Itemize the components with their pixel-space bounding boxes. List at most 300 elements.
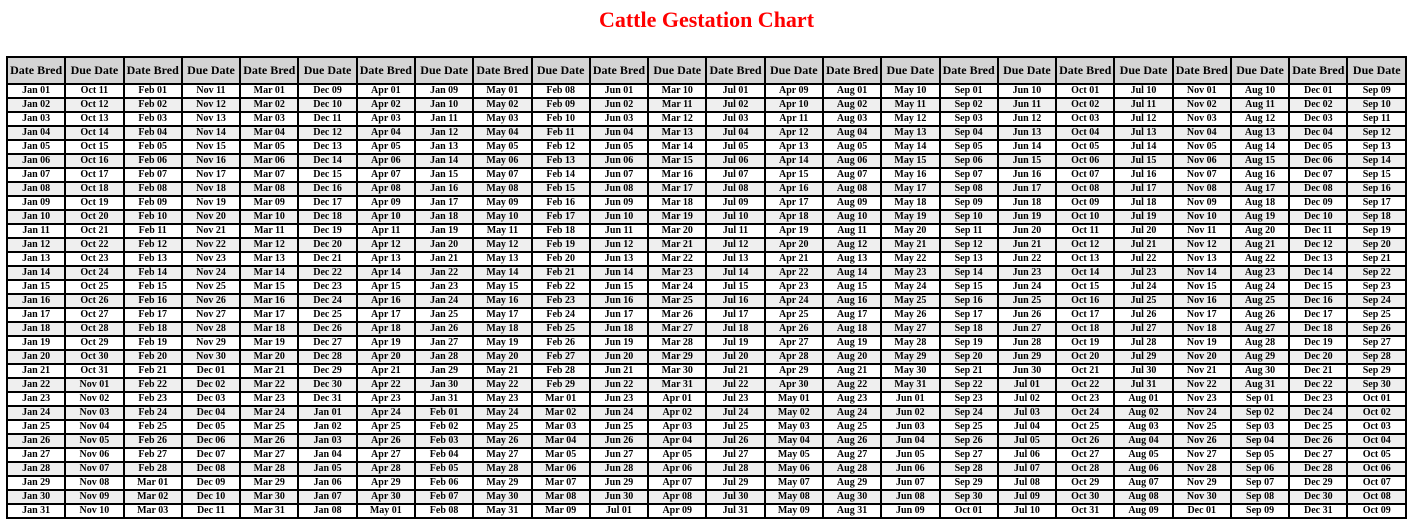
table-row xyxy=(7,98,1406,112)
table-row xyxy=(7,252,1406,266)
date-bred-cell: Aug 24 xyxy=(823,406,881,420)
date-bred-cell: May 12 xyxy=(473,238,531,252)
due-date-cell: Jun 23 xyxy=(998,266,1056,280)
due-date-cell: Feb 15 xyxy=(532,182,590,196)
date-bred-cell: Apr 10 xyxy=(357,210,415,224)
date-bred-cell: Sep 29 xyxy=(940,476,998,490)
date-bred-cell: Aug 26 xyxy=(823,434,881,448)
due-date-cell: Apr 07 xyxy=(648,476,706,490)
date-bred-cell: Mar 08 xyxy=(240,182,298,196)
due-date-cell: Apr 12 xyxy=(765,126,823,140)
date-bred-cell: Oct 25 xyxy=(1056,420,1114,434)
due-date-cell: Mar 23 xyxy=(648,266,706,280)
due-date-cell: Jun 24 xyxy=(998,280,1056,294)
due-date-cell: Jan 23 xyxy=(415,280,473,294)
due-date-cell: Dec 04 xyxy=(182,406,240,420)
date-bred-cell: Aug 30 xyxy=(823,490,881,504)
date-bred-cell: Dec 24 xyxy=(1289,406,1347,420)
due-date-cell: Sep 17 xyxy=(1347,196,1406,210)
table-row xyxy=(7,294,1406,308)
table-header xyxy=(7,57,1406,84)
date-bred-cell: Mar 02 xyxy=(124,490,182,504)
due-date-cell: Apr 06 xyxy=(648,462,706,476)
date-bred-cell: May 01 xyxy=(473,84,531,98)
date-bred-cell: Sep 08 xyxy=(940,182,998,196)
date-bred-cell: Feb 11 xyxy=(124,224,182,238)
date-bred-cell: Aug 05 xyxy=(823,140,881,154)
date-bred-cell: May 08 xyxy=(473,182,531,196)
date-bred-cell: Oct 18 xyxy=(1056,322,1114,336)
date-bred-cell: Oct 31 xyxy=(1056,504,1114,518)
date-bred-cell: Dec 19 xyxy=(1289,336,1347,350)
due-date-cell: Jun 19 xyxy=(998,210,1056,224)
due-date-cell: Nov 25 xyxy=(182,280,240,294)
date-bred-cell: Aug 09 xyxy=(823,196,881,210)
table-row xyxy=(7,266,1406,280)
date-bred-cell: Mar 31 xyxy=(240,504,298,518)
date-bred-cell: Jun 12 xyxy=(590,238,648,252)
date-bred-cell: Dec 02 xyxy=(1289,98,1347,112)
due-date-cell: Jan 15 xyxy=(415,168,473,182)
date-bred-cell: Aug 04 xyxy=(823,126,881,140)
header-date-bred: Date Bred xyxy=(940,57,998,84)
due-date-cell: Jul 02 xyxy=(998,392,1056,406)
due-date-cell: Feb 22 xyxy=(532,280,590,294)
date-bred-cell: Jun 29 xyxy=(590,476,648,490)
due-date-cell: Mar 05 xyxy=(532,448,590,462)
due-date-cell: Aug 25 xyxy=(1231,294,1289,308)
date-bred-cell: Feb 17 xyxy=(124,308,182,322)
date-bred-cell: Apr 04 xyxy=(357,126,415,140)
due-date-cell: Dec 02 xyxy=(182,378,240,392)
header-row xyxy=(7,57,1406,84)
due-date-cell: Jun 28 xyxy=(998,336,1056,350)
due-date-cell: Oct 14 xyxy=(65,126,123,140)
table-row xyxy=(7,476,1406,490)
due-date-cell: May 30 xyxy=(881,364,939,378)
due-date-cell: Feb 08 xyxy=(415,504,473,518)
due-date-cell: Feb 07 xyxy=(415,490,473,504)
date-bred-cell: Aug 14 xyxy=(823,266,881,280)
due-date-cell: Dec 08 xyxy=(182,462,240,476)
due-date-cell: Nov 14 xyxy=(182,126,240,140)
date-bred-cell: Dec 14 xyxy=(1289,266,1347,280)
due-date-cell: Jul 18 xyxy=(1114,196,1172,210)
date-bred-cell: Jul 08 xyxy=(706,182,764,196)
due-date-cell: Oct 06 xyxy=(1347,462,1406,476)
date-bred-cell: Apr 07 xyxy=(357,168,415,182)
due-date-cell: Jul 30 xyxy=(1114,364,1172,378)
due-date-cell: Jan 20 xyxy=(415,238,473,252)
date-bred-cell: Aug 31 xyxy=(823,504,881,518)
date-bred-cell: Dec 03 xyxy=(1289,112,1347,126)
due-date-cell: Feb 08 xyxy=(532,84,590,98)
due-date-cell: Jan 05 xyxy=(298,462,356,476)
due-date-cell: Feb 26 xyxy=(532,336,590,350)
due-date-cell: Apr 26 xyxy=(765,322,823,336)
due-date-cell: Mar 20 xyxy=(648,224,706,238)
due-date-cell: Aug 26 xyxy=(1231,308,1289,322)
due-date-cell: Dec 11 xyxy=(182,504,240,518)
due-date-cell: Jun 07 xyxy=(881,476,939,490)
date-bred-cell: May 13 xyxy=(473,252,531,266)
due-date-cell: Sep 22 xyxy=(1347,266,1406,280)
due-date-cell: Jan 06 xyxy=(298,476,356,490)
date-bred-cell: Aug 25 xyxy=(823,420,881,434)
due-date-cell: Jul 13 xyxy=(1114,126,1172,140)
due-date-cell: Apr 20 xyxy=(765,238,823,252)
date-bred-cell: Jul 16 xyxy=(706,294,764,308)
date-bred-cell: Apr 16 xyxy=(357,294,415,308)
due-date-cell: Aug 04 xyxy=(1114,434,1172,448)
due-date-cell: Mar 26 xyxy=(648,308,706,322)
date-bred-cell: Jul 25 xyxy=(706,420,764,434)
due-date-cell: Aug 09 xyxy=(1114,504,1172,518)
date-bred-cell: Mar 12 xyxy=(240,238,298,252)
due-date-cell: Oct 28 xyxy=(65,322,123,336)
date-bred-cell: Nov 14 xyxy=(1173,266,1231,280)
date-bred-cell: Mar 07 xyxy=(240,168,298,182)
date-bred-cell: Jul 01 xyxy=(590,504,648,518)
date-bred-cell: Jan 21 xyxy=(7,364,65,378)
due-date-cell: Jan 25 xyxy=(415,308,473,322)
due-date-cell: Mar 18 xyxy=(648,196,706,210)
date-bred-cell: Feb 16 xyxy=(124,294,182,308)
date-bred-cell: Dec 01 xyxy=(1173,504,1231,518)
due-date-cell: Aug 15 xyxy=(1231,154,1289,168)
due-date-cell: Apr 05 xyxy=(648,448,706,462)
due-date-cell: Nov 22 xyxy=(182,238,240,252)
date-bred-cell: Dec 15 xyxy=(1289,280,1347,294)
due-date-cell: Jun 01 xyxy=(881,392,939,406)
due-date-cell: Jul 11 xyxy=(1114,98,1172,112)
date-bred-cell: Sep 05 xyxy=(940,140,998,154)
date-bred-cell: Mar 26 xyxy=(240,434,298,448)
due-date-cell: May 04 xyxy=(765,434,823,448)
due-date-cell: Nov 05 xyxy=(65,434,123,448)
due-date-cell: Aug 01 xyxy=(1114,392,1172,406)
date-bred-cell: Nov 10 xyxy=(1173,210,1231,224)
due-date-cell: Apr 04 xyxy=(648,434,706,448)
due-date-cell: Dec 23 xyxy=(298,280,356,294)
date-bred-cell: Jan 27 xyxy=(7,448,65,462)
due-date-cell: Apr 25 xyxy=(765,308,823,322)
due-date-cell: May 14 xyxy=(881,140,939,154)
due-date-cell: Sep 09 xyxy=(1347,84,1406,98)
due-date-cell: Aug 05 xyxy=(1114,448,1172,462)
due-date-cell: Aug 07 xyxy=(1114,476,1172,490)
due-date-cell: May 22 xyxy=(881,252,939,266)
date-bred-cell: May 14 xyxy=(473,266,531,280)
table-row xyxy=(7,210,1406,224)
date-bred-cell: Mar 01 xyxy=(124,476,182,490)
due-date-cell: Aug 17 xyxy=(1231,182,1289,196)
date-bred-cell: May 17 xyxy=(473,308,531,322)
date-bred-cell: Feb 12 xyxy=(124,238,182,252)
due-date-cell: Oct 21 xyxy=(65,224,123,238)
due-date-cell: Feb 16 xyxy=(532,196,590,210)
date-bred-cell: Aug 18 xyxy=(823,322,881,336)
due-date-cell: Nov 19 xyxy=(182,196,240,210)
due-date-cell: Feb 29 xyxy=(532,378,590,392)
table-row xyxy=(7,448,1406,462)
date-bred-cell: Apr 01 xyxy=(357,84,415,98)
date-bred-cell: Mar 30 xyxy=(240,490,298,504)
date-bred-cell: Mar 16 xyxy=(240,294,298,308)
date-bred-cell: Mar 05 xyxy=(240,140,298,154)
due-date-cell: Sep 01 xyxy=(1231,392,1289,406)
date-bred-cell: May 06 xyxy=(473,154,531,168)
due-date-cell: Apr 13 xyxy=(765,140,823,154)
table-row xyxy=(7,196,1406,210)
due-date-cell: Jul 07 xyxy=(998,462,1056,476)
date-bred-cell: Oct 01 xyxy=(1056,84,1114,98)
due-date-cell: Jul 24 xyxy=(1114,280,1172,294)
date-bred-cell: Dec 29 xyxy=(1289,476,1347,490)
date-bred-cell: Jul 03 xyxy=(706,112,764,126)
date-bred-cell: Oct 15 xyxy=(1056,280,1114,294)
due-date-cell: Oct 27 xyxy=(65,308,123,322)
header-date-bred: Date Bred xyxy=(590,57,648,84)
due-date-cell: Jan 26 xyxy=(415,322,473,336)
due-date-cell: Oct 04 xyxy=(1347,434,1406,448)
due-date-cell: Feb 23 xyxy=(532,294,590,308)
date-bred-cell: Jun 23 xyxy=(590,392,648,406)
date-bred-cell: Nov 21 xyxy=(1173,364,1231,378)
date-bred-cell: Oct 29 xyxy=(1056,476,1114,490)
date-bred-cell: Jan 01 xyxy=(7,84,65,98)
due-date-cell: Feb 03 xyxy=(415,434,473,448)
date-bred-cell: Jul 20 xyxy=(706,350,764,364)
due-date-cell: Mar 29 xyxy=(648,350,706,364)
date-bred-cell: Apr 17 xyxy=(357,308,415,322)
table-row xyxy=(7,336,1406,350)
table-row xyxy=(7,182,1406,196)
date-bred-cell: Apr 20 xyxy=(357,350,415,364)
date-bred-cell: Apr 08 xyxy=(357,182,415,196)
due-date-cell: Oct 22 xyxy=(65,238,123,252)
date-bred-cell: Sep 11 xyxy=(940,224,998,238)
date-bred-cell: May 01 xyxy=(357,504,415,518)
due-date-cell: May 28 xyxy=(881,336,939,350)
due-date-cell: Jul 16 xyxy=(1114,168,1172,182)
due-date-cell: Nov 15 xyxy=(182,140,240,154)
date-bred-cell: Dec 28 xyxy=(1289,462,1347,476)
due-date-cell: Jul 08 xyxy=(998,476,1056,490)
due-date-cell: Nov 08 xyxy=(65,476,123,490)
date-bred-cell: Apr 22 xyxy=(357,378,415,392)
date-bred-cell: Feb 14 xyxy=(124,266,182,280)
due-date-cell: Jan 03 xyxy=(298,434,356,448)
date-bred-cell: Mar 09 xyxy=(240,196,298,210)
date-bred-cell: Oct 20 xyxy=(1056,350,1114,364)
table-row xyxy=(7,350,1406,364)
due-date-cell: Nov 09 xyxy=(65,490,123,504)
date-bred-cell: Apr 23 xyxy=(357,392,415,406)
date-bred-cell: Jun 26 xyxy=(590,434,648,448)
due-date-cell: Jan 29 xyxy=(415,364,473,378)
due-date-cell: Dec 30 xyxy=(298,378,356,392)
due-date-cell: Apr 24 xyxy=(765,294,823,308)
date-bred-cell: May 03 xyxy=(473,112,531,126)
due-date-cell: May 12 xyxy=(881,112,939,126)
date-bred-cell: Oct 05 xyxy=(1056,140,1114,154)
date-bred-cell: Apr 12 xyxy=(357,238,415,252)
date-bred-cell: May 26 xyxy=(473,434,531,448)
date-bred-cell: Feb 08 xyxy=(124,182,182,196)
due-date-cell: May 06 xyxy=(765,462,823,476)
date-bred-cell: May 28 xyxy=(473,462,531,476)
due-date-cell: Sep 08 xyxy=(1231,490,1289,504)
header-date-bred: Date Bred xyxy=(706,57,764,84)
date-bred-cell: Jul 11 xyxy=(706,224,764,238)
date-bred-cell: Sep 04 xyxy=(940,126,998,140)
date-bred-cell: Dec 12 xyxy=(1289,238,1347,252)
date-bred-cell: Sep 07 xyxy=(940,168,998,182)
due-date-cell: Jan 04 xyxy=(298,448,356,462)
date-bred-cell: Aug 21 xyxy=(823,364,881,378)
date-bred-cell: Sep 02 xyxy=(940,98,998,112)
date-bred-cell: Jan 20 xyxy=(7,350,65,364)
due-date-cell: Dec 14 xyxy=(298,154,356,168)
date-bred-cell: Nov 19 xyxy=(1173,336,1231,350)
date-bred-cell: Jan 03 xyxy=(7,112,65,126)
due-date-cell: Jan 27 xyxy=(415,336,473,350)
date-bred-cell: Sep 17 xyxy=(940,308,998,322)
date-bred-cell: Dec 09 xyxy=(1289,196,1347,210)
due-date-cell: Mar 14 xyxy=(648,140,706,154)
date-bred-cell: Jun 14 xyxy=(590,266,648,280)
due-date-cell: Nov 07 xyxy=(65,462,123,476)
due-date-cell: Dec 24 xyxy=(298,294,356,308)
date-bred-cell: Sep 06 xyxy=(940,154,998,168)
due-date-cell: Nov 03 xyxy=(65,406,123,420)
header-due-date: Due Date xyxy=(182,57,240,84)
date-bred-cell: Nov 18 xyxy=(1173,322,1231,336)
due-date-cell: Jun 18 xyxy=(998,196,1056,210)
date-bred-cell: Apr 27 xyxy=(357,448,415,462)
date-bred-cell: Nov 02 xyxy=(1173,98,1231,112)
date-bred-cell: Dec 20 xyxy=(1289,350,1347,364)
due-date-cell: May 11 xyxy=(881,98,939,112)
date-bred-cell: Dec 25 xyxy=(1289,420,1347,434)
due-date-cell: Nov 01 xyxy=(65,378,123,392)
due-date-cell: Oct 25 xyxy=(65,280,123,294)
date-bred-cell: May 02 xyxy=(473,98,531,112)
date-bred-cell: Jan 10 xyxy=(7,210,65,224)
due-date-cell: Jan 22 xyxy=(415,266,473,280)
due-date-cell: Jul 31 xyxy=(1114,378,1172,392)
date-bred-cell: Nov 15 xyxy=(1173,280,1231,294)
due-date-cell: Nov 27 xyxy=(182,308,240,322)
due-date-cell: Feb 11 xyxy=(532,126,590,140)
due-date-cell: May 02 xyxy=(765,406,823,420)
header-due-date: Due Date xyxy=(1114,57,1172,84)
date-bred-cell: Jan 31 xyxy=(7,504,65,518)
due-date-cell: Sep 07 xyxy=(1231,476,1289,490)
date-bred-cell: Dec 21 xyxy=(1289,364,1347,378)
due-date-cell: May 09 xyxy=(765,504,823,518)
date-bred-cell: Dec 22 xyxy=(1289,378,1347,392)
due-date-cell: Aug 02 xyxy=(1114,406,1172,420)
date-bred-cell: Oct 28 xyxy=(1056,462,1114,476)
due-date-cell: May 16 xyxy=(881,168,939,182)
due-date-cell: Jul 03 xyxy=(998,406,1056,420)
due-date-cell: Mar 15 xyxy=(648,154,706,168)
due-date-cell: Oct 07 xyxy=(1347,476,1406,490)
due-date-cell: Sep 24 xyxy=(1347,294,1406,308)
due-date-cell: Aug 08 xyxy=(1114,490,1172,504)
due-date-cell: May 13 xyxy=(881,126,939,140)
due-date-cell: Sep 23 xyxy=(1347,280,1406,294)
due-date-cell: Nov 18 xyxy=(182,182,240,196)
date-bred-cell: Oct 03 xyxy=(1056,112,1114,126)
date-bred-cell: Feb 18 xyxy=(124,322,182,336)
date-bred-cell: May 09 xyxy=(473,196,531,210)
due-date-cell: Aug 06 xyxy=(1114,462,1172,476)
due-date-cell: Aug 23 xyxy=(1231,266,1289,280)
due-date-cell: May 26 xyxy=(881,308,939,322)
due-date-cell: Aug 24 xyxy=(1231,280,1289,294)
due-date-cell: Dec 17 xyxy=(298,196,356,210)
date-bred-cell: Mar 14 xyxy=(240,266,298,280)
due-date-cell: Sep 27 xyxy=(1347,336,1406,350)
date-bred-cell: Aug 03 xyxy=(823,112,881,126)
date-bred-cell: Jan 19 xyxy=(7,336,65,350)
date-bred-cell: Oct 14 xyxy=(1056,266,1114,280)
due-date-cell: Dec 22 xyxy=(298,266,356,280)
date-bred-cell: Sep 25 xyxy=(940,420,998,434)
date-bred-cell: Jul 30 xyxy=(706,490,764,504)
due-date-cell: Jun 08 xyxy=(881,490,939,504)
due-date-cell: Apr 23 xyxy=(765,280,823,294)
due-date-cell: Dec 06 xyxy=(182,434,240,448)
date-bred-cell: Oct 06 xyxy=(1056,154,1114,168)
due-date-cell: Apr 09 xyxy=(648,504,706,518)
due-date-cell: Jul 10 xyxy=(1114,84,1172,98)
due-date-cell: Jan 19 xyxy=(415,224,473,238)
date-bred-cell: Feb 15 xyxy=(124,280,182,294)
date-bred-cell: Sep 14 xyxy=(940,266,998,280)
due-date-cell: Nov 11 xyxy=(182,84,240,98)
date-bred-cell: Nov 01 xyxy=(1173,84,1231,98)
date-bred-cell: Jan 17 xyxy=(7,308,65,322)
date-bred-cell: Jun 10 xyxy=(590,210,648,224)
header-date-bred: Date Bred xyxy=(1173,57,1231,84)
date-bred-cell: Feb 22 xyxy=(124,378,182,392)
date-bred-cell: Feb 06 xyxy=(124,154,182,168)
date-bred-cell: Feb 09 xyxy=(124,196,182,210)
date-bred-cell: Sep 21 xyxy=(940,364,998,378)
due-date-cell: Apr 08 xyxy=(648,490,706,504)
due-date-cell: Jul 25 xyxy=(1114,294,1172,308)
due-date-cell: Jan 14 xyxy=(415,154,473,168)
date-bred-cell: Dec 13 xyxy=(1289,252,1347,266)
due-date-cell: Mar 11 xyxy=(648,98,706,112)
due-date-cell: Aug 12 xyxy=(1231,112,1289,126)
header-due-date: Due Date xyxy=(1231,57,1289,84)
due-date-cell: Feb 18 xyxy=(532,224,590,238)
date-bred-cell: Oct 16 xyxy=(1056,294,1114,308)
date-bred-cell: Dec 31 xyxy=(1289,504,1347,518)
due-date-cell: Apr 09 xyxy=(765,84,823,98)
due-date-cell: Apr 17 xyxy=(765,196,823,210)
date-bred-cell: May 15 xyxy=(473,280,531,294)
date-bred-cell: Jun 13 xyxy=(590,252,648,266)
header-date-bred: Date Bred xyxy=(7,57,65,84)
date-bred-cell: Jul 02 xyxy=(706,98,764,112)
due-date-cell: Oct 18 xyxy=(65,182,123,196)
